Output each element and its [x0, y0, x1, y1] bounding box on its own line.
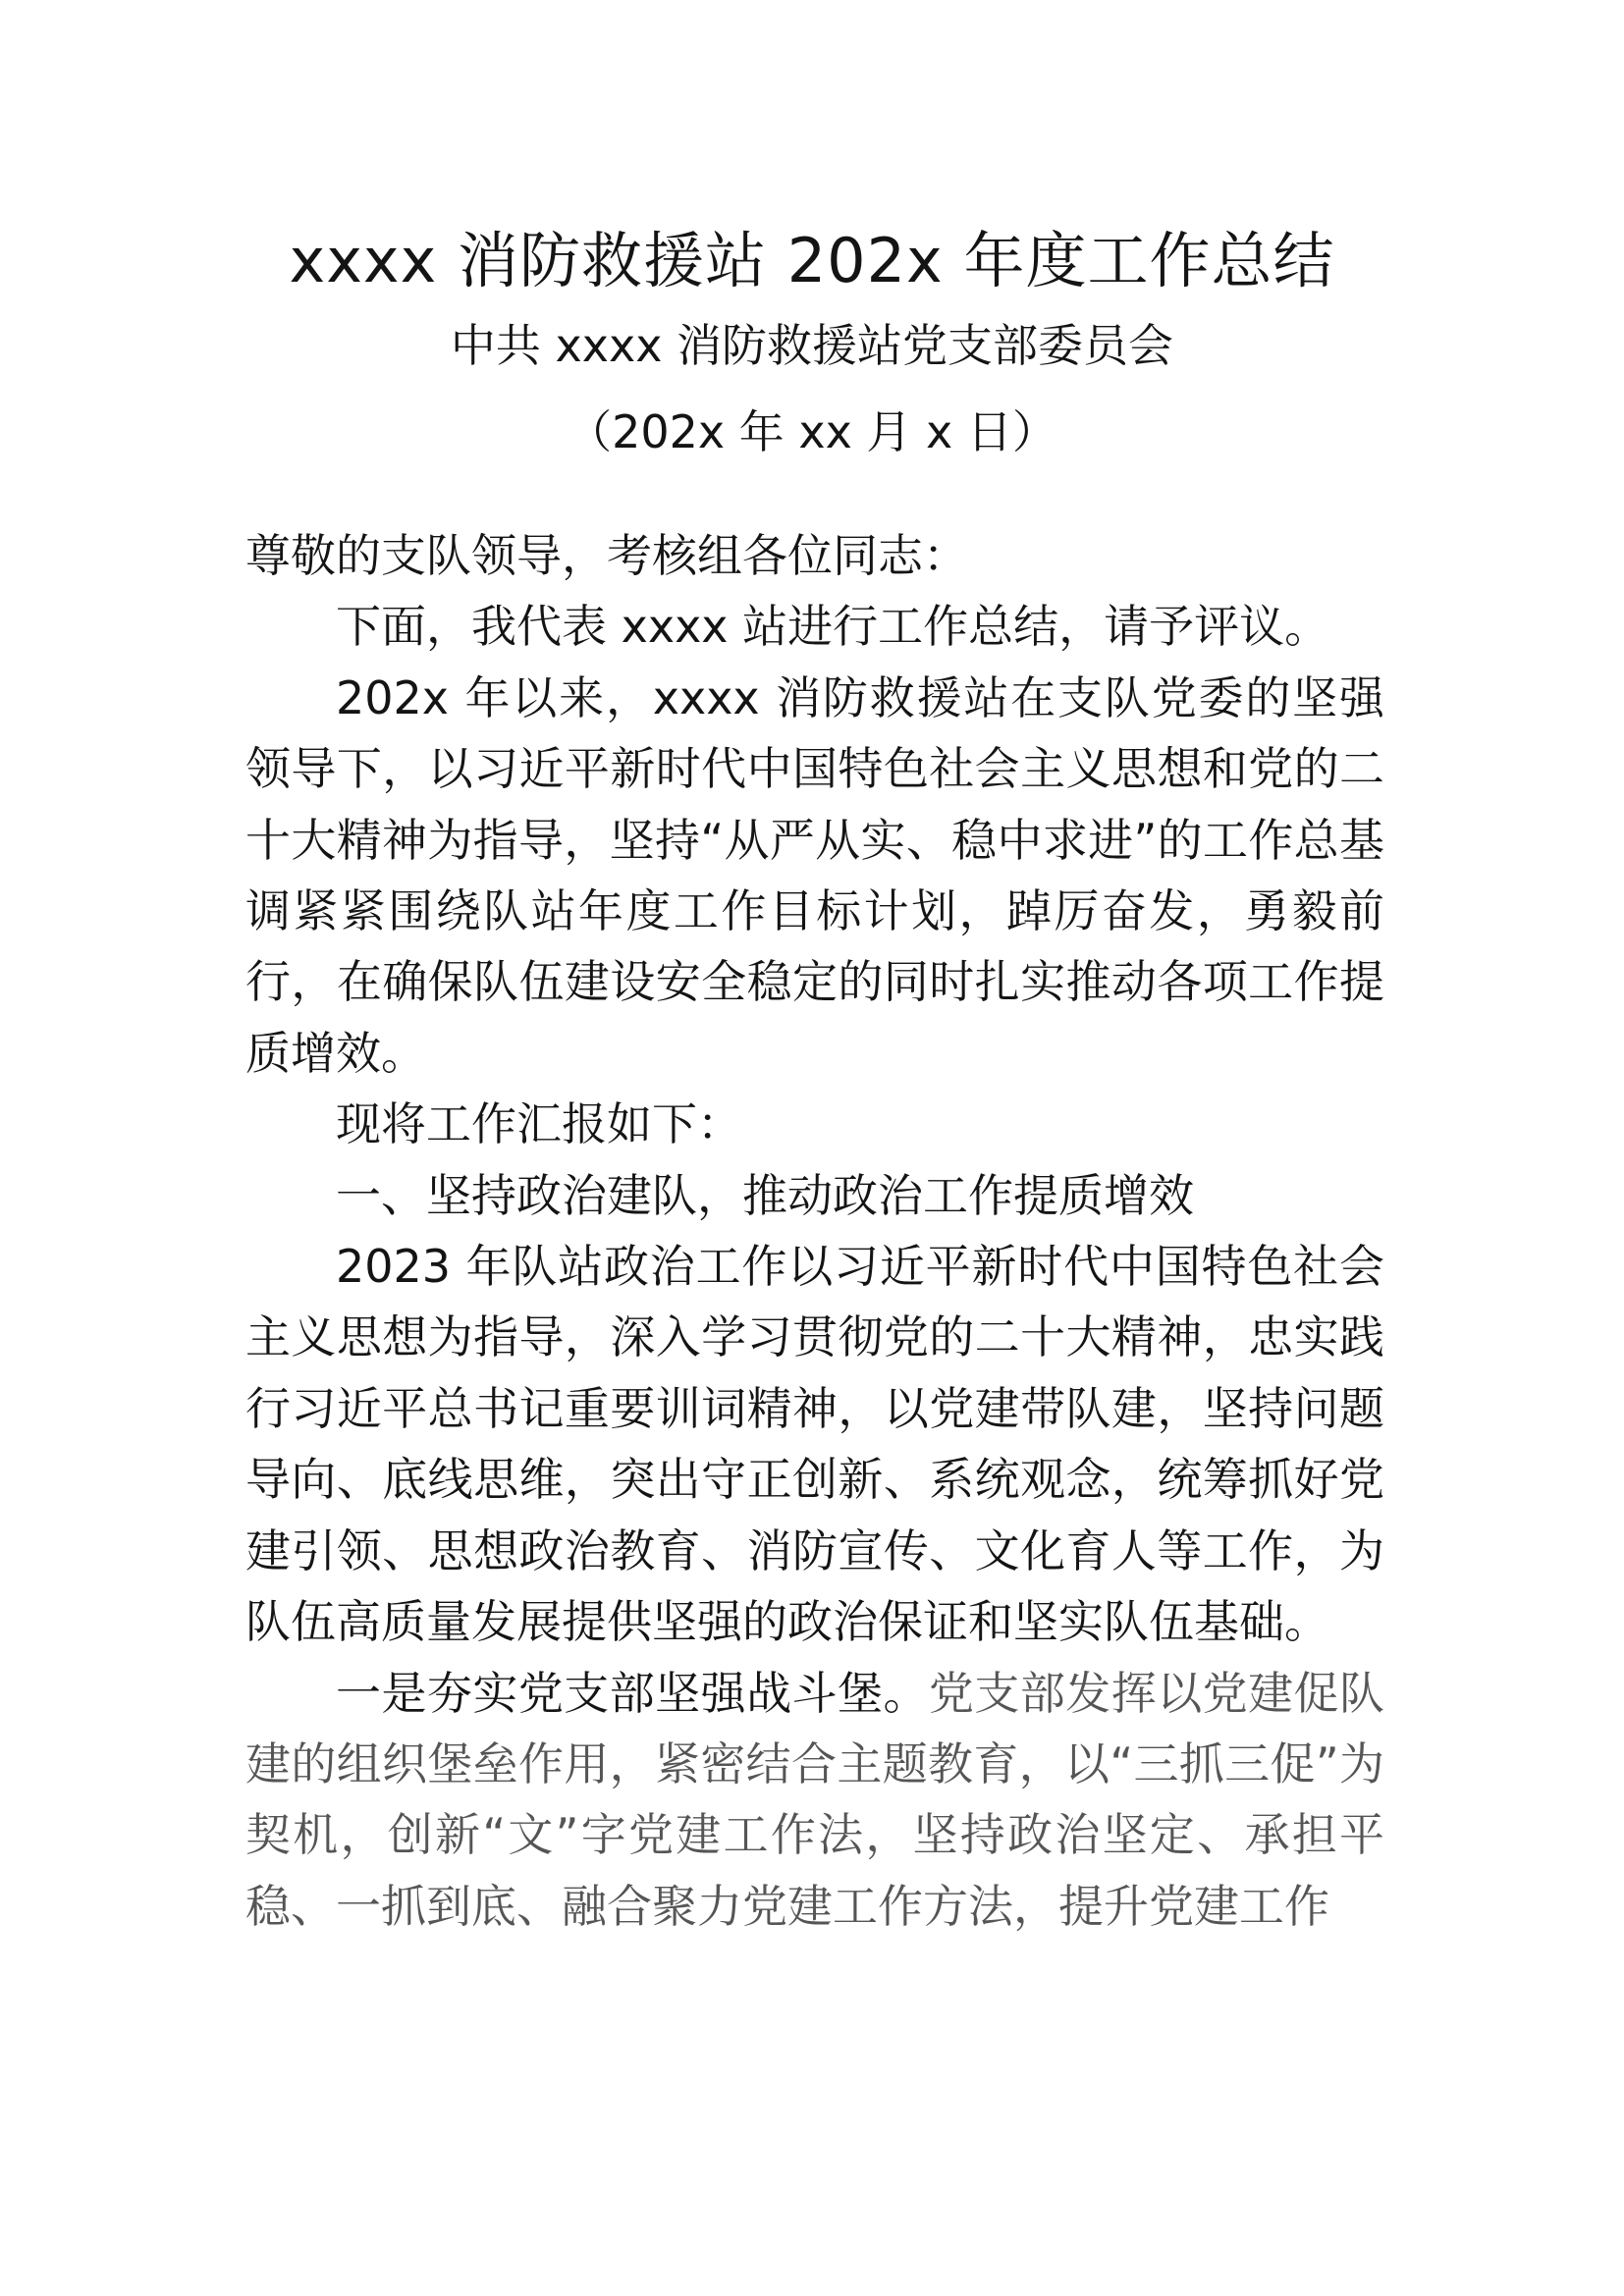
document-issuer: 中共 xxxx 消防救援站党支部委员会: [450, 319, 1174, 372]
section-1-paragraph: 2023 年队站政治工作以习近平新时代中国特色社会主义思想为指导，深入学习贯彻党的二十大精神，忠实践行习近平总书记重要训词精神，以党建带队建，坚持问题导向、底线思维，突出守正创新、系统观念，统筹抓好党建引领、思想政治教育、消防宣传、文化育人等工作，为队伍高质量发展提供坚强的政治保证和坚实队伍基础。: [245, 1240, 1384, 1649]
item-1-paragraph: [245, 1658, 1384, 1943]
section-1-heading: 一、坚持政治建队，推动政治工作提质增效: [336, 1168, 1194, 1222]
item-1-lead: 一是夯实党支部坚强战斗堡。: [336, 1666, 929, 1720]
item-1-text: 党支部发挥以党建促队建的组织堡垒作用，紧密结合主题教育，以“三抓三促”为契机，创新“文”字党建工作法，坚持政治坚定、承担平稳、一抓到底、融合聚力党建工作方法，提升党建工作: [245, 1666, 1385, 1933]
intro-paragraph: 下面，我代表 xxxx 站进行工作总结，请予评议。: [336, 600, 1330, 654]
document-body: [245, 520, 1384, 1942]
salutation: 尊敬的支队领导，考核组各位同志：: [245, 529, 968, 582]
report-intro-paragraph: 现将工作汇报如下：: [336, 1097, 742, 1151]
overview-paragraph: 202x 年以来，xxxx 消防救援站在支队党委的坚强领导下，以习近平新时代中国特色社会主义思想和党的二十大精神为指导，坚持“从严从实、稳中求进”的工作总基调紧紧围绕队站年度工作目标计划，踔厉奋发，勇毅前行，在确保队伍建设安全稳定的同时扎实推动各项工作提质增效。: [245, 670, 1384, 1080]
document-title: xxxx 消防救援站 202x 年度工作总结: [289, 225, 1335, 296]
document-date: （202x 年 xx 月 x 日）: [567, 405, 1057, 458]
